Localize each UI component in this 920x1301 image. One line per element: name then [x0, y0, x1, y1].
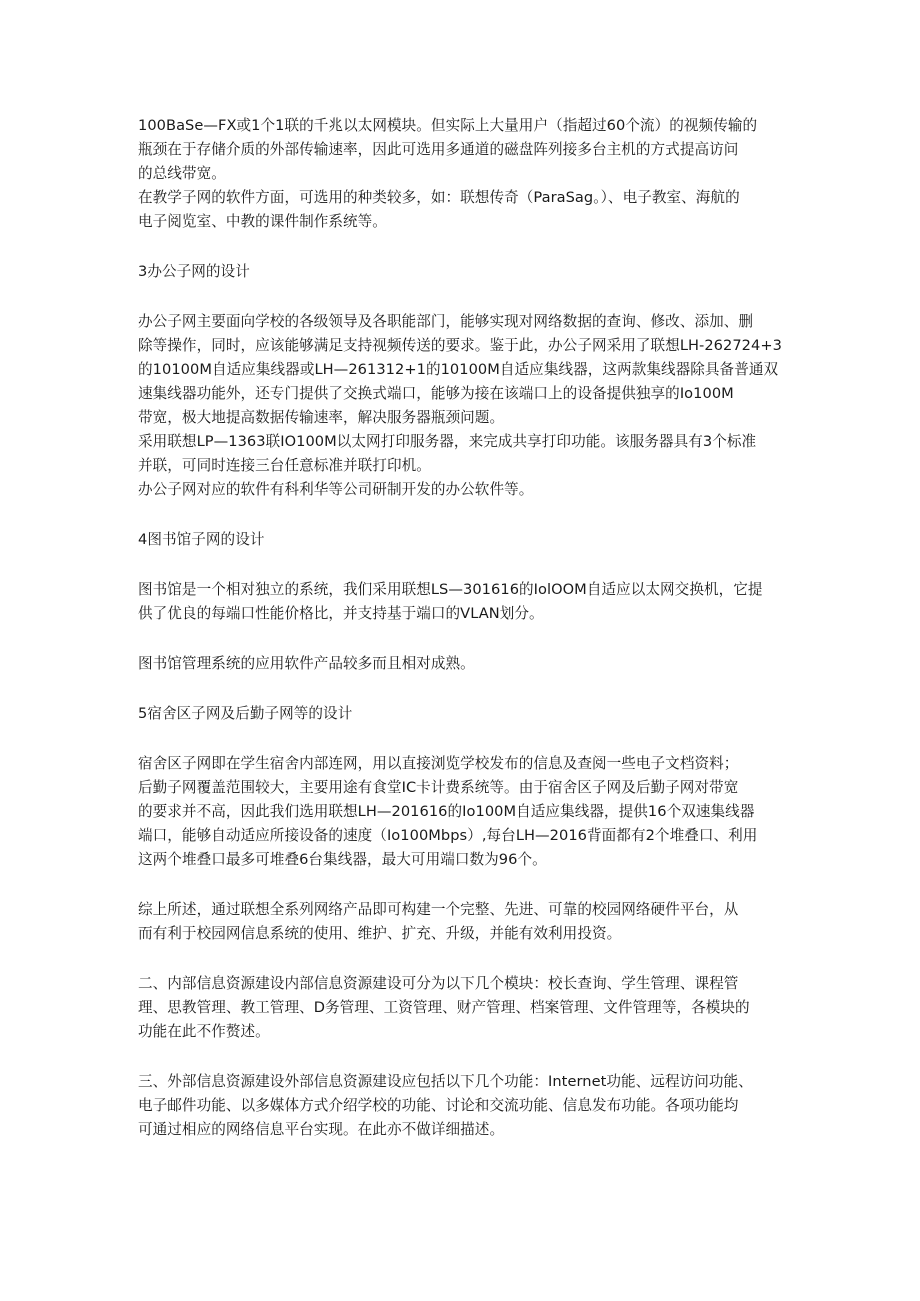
text-line: 可通过相应的网络信息平台实现。在此亦不做详细描述。: [138, 1121, 505, 1138]
paragraph-teaching-subnet: [138, 114, 788, 234]
text-line: 速集线器功能外，还专门提供了交换式端口，能够为接在该端口上的设备提供独享的Io100M: [138, 385, 734, 402]
text-line: 图书馆是一个相对独立的系统，我们采用联想LS—301616的IolOOM自适应以太网交换机，它提: [138, 581, 763, 598]
paragraph-dormitory-subnet: [138, 752, 788, 872]
text-line: 宿舍区子网即在学生宿舍内部连网，用以直接浏览学校发布的信息及查阅一些电子文档资料；: [138, 755, 739, 772]
section-heading-dormitory-subnet: 5宿舍区子网及后勤子网等的设计: [138, 705, 353, 722]
text-line: 供了优良的每端口性能价格比，并支持基于端口的VLAN划分。: [138, 605, 544, 622]
text-line: 综上所述，通过联想全系列网络产品即可构建一个完整、先进、可靠的校园网络硬件平台，从: [138, 901, 739, 918]
text-line: 这两个堆叠口最多可堆叠6台集线器，最大可用端口数为96个。: [138, 851, 547, 868]
text-line: 100BaSe—FX或1个1联的千兆以太网模块。但实际上大量用户（指超过60个流）的视频传输的: [138, 117, 758, 134]
text-line: 三、外部信息资源建设外部信息资源建设应包括以下几个功能：Internet功能、远程访问功能、: [138, 1073, 753, 1090]
text-line: 电子阅览室、中教的课件制作系统等。: [138, 213, 387, 230]
text-line: 理、思教管理、教工管理、D务管理、工资管理、财产管理、档案管理、文件管理等，各模块的: [138, 999, 750, 1016]
text-line: 带宽，极大地提高数据传输速率，解决服务器瓶颈问题。: [138, 409, 505, 426]
paragraph-summary: [138, 898, 788, 946]
paragraph-library-software: [138, 652, 788, 676]
text-line: 端口，能够自动适应所接设备的速度（Io100Mbps）,每台LH—2016背面都有2个堆叠口、利用: [138, 827, 758, 844]
text-line: 办公子网主要面向学校的各级领导及各职能部门，能够实现对网络数据的查询、修改、添加、删: [138, 313, 754, 330]
text-line: 在教学子网的软件方面，可选用的种类较多，如：联想传奇（ParaSag。）、电子教室、海航的: [138, 189, 740, 206]
text-line: 功能在此不作赘述。: [138, 1023, 270, 1040]
document-body: [138, 114, 788, 1142]
paragraph-library-subnet: [138, 578, 788, 626]
text-line: 而有利于校园网信息系统的使用、维护、扩充、升级，并能有效利用投资。: [138, 925, 622, 942]
text-line: 瓶颈在于存储介质的外部传输速率，因此可选用多通道的磁盘阵列接多台主机的方式提高访问: [138, 141, 739, 158]
paragraph-external-resources: [138, 1070, 788, 1142]
text-line: 的要求并不高，因此我们选用联想LH—201616的Io100M自适应集线器，提供16个双速集线器: [138, 803, 755, 820]
text-line: 除等操作，同时，应该能够满足支持视频传送的要求。鉴于此，办公子网采用了联想LH-262724+3: [138, 337, 782, 354]
text-line: 二、内部信息资源建设内部信息资源建设可分为以下几个模块：校长查询、学生管理、课程管: [138, 975, 739, 992]
text-line: 并联，可同时连接三台任意标准并联打印机。: [138, 457, 431, 474]
text-line: 图书馆管理系统的应用软件产品较多而且相对成熟。: [138, 655, 475, 672]
text-line: 采用联想LP—1363联IO100M以太网打印服务器，来完成共享打印功能。该服务器具有3个标准: [138, 433, 757, 450]
text-line: 电子邮件功能、以多媒体方式介绍学校的功能、讨论和交流功能、信息发布功能。各项功能均: [138, 1097, 739, 1114]
paragraph-internal-resources: [138, 972, 788, 1044]
section-heading-library-subnet: 4图书馆子网的设计: [138, 531, 265, 548]
text-line: 后勤子网覆盖范围较大，主要用途有食堂IC卡计费系统等。由于宿舍区子网及后勤子网对带宽: [138, 779, 739, 796]
text-line: 的10100M自适应集线器或LH—261312+1的10100M自适应集线器，这两款集线器除具备普通双: [138, 361, 779, 378]
paragraph-office-subnet: [138, 310, 788, 502]
text-line: 办公子网对应的软件有科利华等公司研制开发的办公软件等。: [138, 481, 534, 498]
text-line: 的总线带宽。: [138, 165, 226, 182]
section-heading-office-subnet: 3办公子网的设计: [138, 263, 250, 280]
